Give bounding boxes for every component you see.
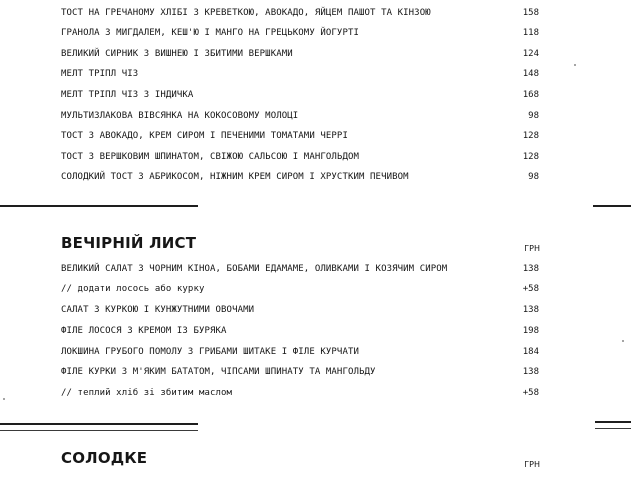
menu-item-name: ЛОКШИНА ГРУБОГО ПОМОЛУ З ГРИБАМИ ШИТАКЕ І ФІЛЕ КУРЧАТИ — [61, 347, 359, 357]
section-title-dessert: СОЛОДКЕ — [61, 449, 148, 467]
menu-item-name: МЕЛТ ТРІПЛ ЧІЗ З ІНДИЧКА — [61, 90, 194, 100]
section-divider-right — [593, 205, 631, 207]
menu-item-name: СОЛОДКИЙ ТОСТ З АБРИКОСОМ, НІЖНИМ КРЕМ СИРОМ І ХРУСТКИМ ПЕЧИВОМ — [61, 172, 409, 182]
menu-item-price: 128 — [522, 152, 539, 162]
section-divider-left — [0, 430, 198, 431]
menu-item-name: ТОСТ З ВЕРШКОВИМ ШПИНАТОМ, СВІЖОЮ САЛЬСОЮ І МАНГОЛЬДОМ — [61, 152, 359, 162]
menu-item-price: 138 — [522, 264, 539, 274]
section-divider-left — [0, 423, 198, 425]
menu-item-price: 138 — [522, 367, 539, 377]
menu-item-price: 98 — [528, 111, 539, 121]
scan-speck — [574, 64, 576, 66]
currency-label: ГРН — [524, 244, 540, 253]
menu-item-price: 98 — [528, 172, 539, 182]
menu-item-name: ТОСТ З АВОКАДО, КРЕМ СИРОМ І ПЕЧЕНИМИ ТОМАТАМИ ЧЕРРІ — [61, 131, 348, 141]
menu-item-price: +58 — [522, 388, 539, 398]
menu-item-name: ВЕЛИКИЙ САЛАТ З ЧОРНИМ КІНОА, БОБАМИ ЕДАМАМЕ, ОЛИВКАМИ І КОЗЯЧИМ СИРОМ — [61, 264, 448, 274]
scan-speck — [3, 398, 5, 400]
menu-item-name: ГРАНОЛА З МИГДАЛЕМ, КЕШ'Ю І МАНГО НА ГРЕЦЬКОМУ ЙОГУРТІ — [61, 28, 359, 38]
section-divider-right — [595, 428, 631, 429]
menu-item-price: 138 — [522, 305, 539, 315]
menu-item-name: ФІЛЕ КУРКИ З М'ЯКИМ БАТАТОМ, ЧІПСАМИ ШПИНАТУ ТА МАНГОЛЬДУ — [61, 367, 376, 377]
menu-item-name: ФІЛЕ ЛОСОСЯ З КРЕМОМ ІЗ БУРЯКА — [61, 326, 227, 336]
currency-label: ГРН — [524, 460, 540, 469]
menu-item-price: 148 — [522, 69, 539, 79]
menu-item-price: 128 — [522, 131, 539, 141]
menu-item-name: САЛАТ З КУРКОЮ І КУНЖУТНИМИ ОВОЧАМИ — [61, 305, 255, 315]
menu-item-price: 118 — [522, 28, 539, 38]
menu-item-price: 198 — [522, 326, 539, 336]
menu-item-name: МУЛЬТИЗЛАКОВА ВІВСЯНКА НА КОКОСОВОМУ МОЛОЦІ — [61, 111, 299, 121]
menu-item-addon: // теплий хліб зі збитим маслом — [61, 388, 233, 398]
menu-item-price: 168 — [522, 90, 539, 100]
menu-item-price: 184 — [522, 347, 539, 357]
section-divider-right — [595, 421, 631, 423]
menu-item-price: 124 — [522, 49, 539, 59]
menu-item-price: 158 — [522, 8, 539, 18]
scan-speck — [622, 340, 624, 342]
menu-item-price: +58 — [522, 284, 539, 294]
menu-item-addon: // додати лосось або курку — [61, 284, 205, 294]
menu-item-name: ТОСТ НА ГРЕЧАНОМУ ХЛІБІ З КРЕВЕТКОЮ, АВОКАДО, ЯЙЦЕМ ПАШОТ ТА КІНЗОЮ — [61, 8, 431, 18]
section-divider-left — [0, 205, 198, 207]
menu-item-name: МЕЛТ ТРІПЛ ЧІЗ — [61, 69, 139, 79]
menu-item-name: ВЕЛИКИЙ СИРНИК З ВИШНЕЮ І ЗБИТИМИ ВЕРШКАМИ — [61, 49, 293, 59]
section-title-evening: ВЕЧІРНІЙ ЛИСТ — [61, 234, 197, 252]
